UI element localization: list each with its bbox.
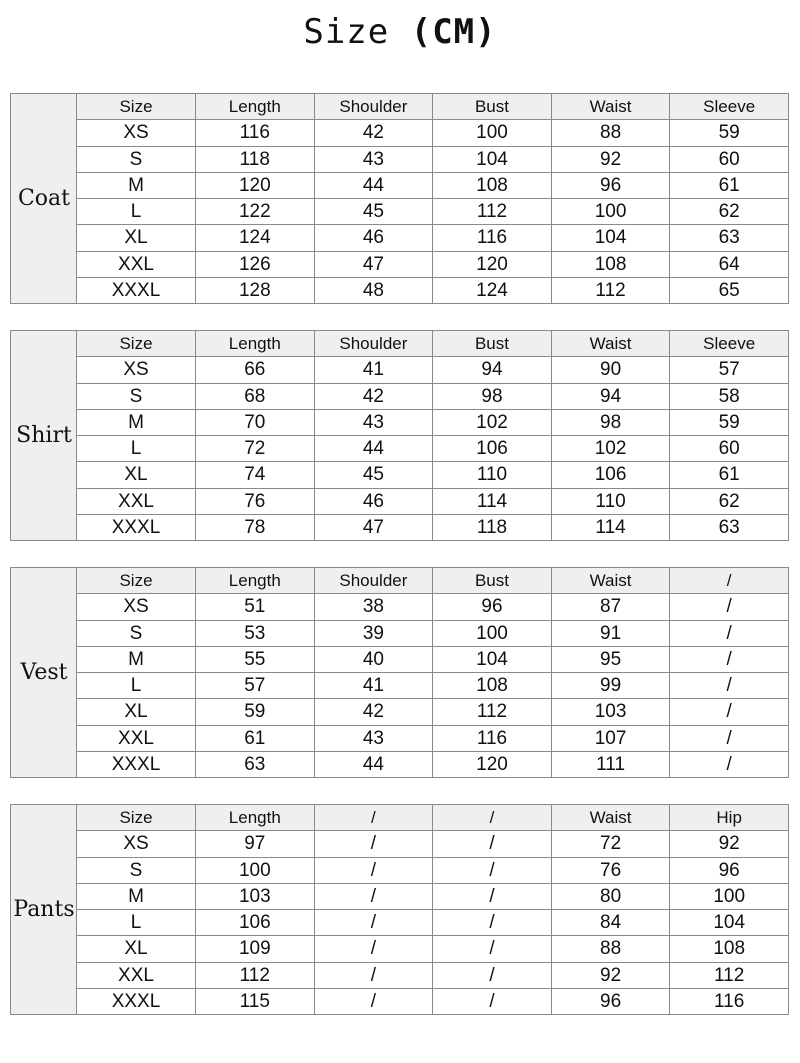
measurement-cell: 110 [433,462,552,488]
table-row [77,594,789,620]
title-prefix: Size [303,12,390,52]
measurement-cell: 59 [196,699,315,725]
measurement-cell: 68 [196,383,315,409]
table-row [77,910,789,936]
column-header: Bust [433,331,552,357]
measurement-cell: 108 [670,936,789,962]
measurement-cell: 120 [433,251,552,277]
measurement-cell: 103 [196,883,315,909]
column-header: Size [77,568,196,594]
column-header: / [433,805,552,831]
measurement-cell: 46 [314,488,433,514]
measurement-cell: 118 [196,146,315,172]
measurement-cell: / [433,988,552,1014]
measurement-cell: 44 [314,751,433,777]
measurement-cell: 94 [433,357,552,383]
size-cell: XXL [77,251,196,277]
measurement-cell: 94 [551,383,670,409]
measurement-cell: 96 [551,988,670,1014]
measurement-cell: / [433,857,552,883]
header-row [77,331,789,357]
measurement-cell: 95 [551,646,670,672]
table-row [77,831,789,857]
size-cell: M [77,883,196,909]
column-header: Sleeve [670,94,789,120]
measurement-cell: 62 [670,488,789,514]
measurement-cell: 124 [433,277,552,303]
measurement-cell: 45 [314,462,433,488]
table-row [77,514,789,540]
measurement-cell: 40 [314,646,433,672]
column-header: Waist [551,805,670,831]
size-cell: XS [77,357,196,383]
measurement-cell: 92 [551,962,670,988]
header-row [77,94,789,120]
measurement-cell: 44 [314,436,433,462]
section-label: Shirt [10,330,78,541]
column-header: / [314,805,433,831]
measurement-cell: 47 [314,251,433,277]
measurement-cell: 48 [314,277,433,303]
column-header: Size [77,331,196,357]
measurement-cell: 63 [670,514,789,540]
measurement-cell: 97 [196,831,315,857]
measurement-cell: 46 [314,225,433,251]
measurement-cell: 116 [433,225,552,251]
measurement-cell: 104 [433,146,552,172]
measurement-cell: / [433,910,552,936]
measurement-cell: 61 [670,462,789,488]
table-row [77,357,789,383]
column-header: Size [77,94,196,120]
measurement-cell: 112 [433,699,552,725]
table-row [77,699,789,725]
size-cell: XXL [77,725,196,751]
table-row [77,620,789,646]
column-header: Length [196,568,315,594]
column-header: Length [196,94,315,120]
measurement-cell: 62 [670,199,789,225]
measurement-cell: / [670,673,789,699]
measurement-cell: 96 [433,594,552,620]
measurement-cell: 96 [670,857,789,883]
measurement-cell: / [670,725,789,751]
size-cell: XL [77,462,196,488]
table-row [77,120,789,146]
column-header: Size [77,805,196,831]
size-cell: M [77,646,196,672]
table-row [77,462,789,488]
size-table [76,93,789,304]
size-cell: XXXL [77,514,196,540]
measurement-cell: 88 [551,120,670,146]
measurement-cell: 72 [551,831,670,857]
measurement-cell: / [314,936,433,962]
table-row [77,146,789,172]
size-cell: XXL [77,488,196,514]
measurement-cell: 115 [196,988,315,1014]
measurement-cell: 43 [314,146,433,172]
table-row [77,725,789,751]
measurement-cell: 84 [551,910,670,936]
size-cell: XXXL [77,277,196,303]
measurement-cell: 45 [314,199,433,225]
measurement-cell: 66 [196,357,315,383]
table-row [77,646,789,672]
measurement-cell: 111 [551,751,670,777]
measurement-cell: 116 [670,988,789,1014]
table-row [77,883,789,909]
measurement-cell: 47 [314,514,433,540]
table-row [77,383,789,409]
measurement-cell: 98 [551,409,670,435]
size-cell: XL [77,225,196,251]
measurement-cell: 116 [433,725,552,751]
measurement-cell: 106 [196,910,315,936]
measurement-cell: 107 [551,725,670,751]
measurement-cell: 76 [551,857,670,883]
size-cell: XS [77,120,196,146]
size-cell: L [77,910,196,936]
measurement-cell: 100 [433,620,552,646]
measurement-cell: 104 [670,910,789,936]
measurement-cell: 57 [196,673,315,699]
measurement-cell: 65 [670,277,789,303]
measurement-cell: 100 [551,199,670,225]
measurement-cell: / [314,988,433,1014]
measurement-cell: 87 [551,594,670,620]
measurement-cell: 92 [551,146,670,172]
column-header: Length [196,805,315,831]
measurement-cell: 42 [314,120,433,146]
measurement-cell: 63 [196,751,315,777]
measurement-cell: / [670,646,789,672]
column-header: Shoulder [314,568,433,594]
measurement-cell: 92 [670,831,789,857]
measurement-cell: 53 [196,620,315,646]
column-header: Hip [670,805,789,831]
measurement-cell: 60 [670,146,789,172]
measurement-cell: 41 [314,357,433,383]
measurement-cell: / [314,857,433,883]
measurement-cell: 106 [433,436,552,462]
column-header: Waist [551,331,670,357]
size-cell: L [77,199,196,225]
measurement-cell: 99 [551,673,670,699]
size-cell: XXXL [77,751,196,777]
table-row [77,751,789,777]
measurement-cell: 39 [314,620,433,646]
measurement-cell: 112 [670,962,789,988]
measurement-cell: / [433,883,552,909]
header-row [77,568,789,594]
section-label: Vest [10,567,78,778]
measurement-cell: / [433,936,552,962]
column-header: Bust [433,94,552,120]
measurement-cell: 42 [314,383,433,409]
measurement-cell: / [314,910,433,936]
measurement-cell: 58 [670,383,789,409]
size-cell: M [77,172,196,198]
measurement-cell: 109 [196,936,315,962]
measurement-cell: 102 [551,436,670,462]
measurement-cell: 108 [433,673,552,699]
measurement-cell: 42 [314,699,433,725]
section-coat [10,93,788,304]
measurement-cell: 112 [551,277,670,303]
measurement-cell: 116 [196,120,315,146]
column-header: Waist [551,94,670,120]
measurement-cell: 70 [196,409,315,435]
measurement-cell: / [314,962,433,988]
measurement-cell: / [670,594,789,620]
measurement-cell: 74 [196,462,315,488]
size-cell: XS [77,831,196,857]
measurement-cell: 55 [196,646,315,672]
column-header: Bust [433,568,552,594]
size-cell: XXL [77,962,196,988]
table-row [77,251,789,277]
table-row [77,962,789,988]
measurement-cell: 104 [551,225,670,251]
size-table [76,804,789,1015]
measurement-cell: / [670,751,789,777]
measurement-cell: 122 [196,199,315,225]
measurement-cell: 124 [196,225,315,251]
table-row [77,436,789,462]
table-row [77,673,789,699]
size-cell: XXXL [77,988,196,1014]
title-unit: (CM) [410,12,497,52]
measurement-cell: 64 [670,251,789,277]
table-row [77,409,789,435]
table-row [77,172,789,198]
column-header: Length [196,331,315,357]
header-row [77,805,789,831]
measurement-cell: 41 [314,673,433,699]
size-cell: XS [77,594,196,620]
measurement-cell: 98 [433,383,552,409]
measurement-cell: 91 [551,620,670,646]
measurement-cell: 43 [314,725,433,751]
size-cell: XL [77,699,196,725]
measurement-cell: 76 [196,488,315,514]
size-cell: S [77,620,196,646]
page-title [0,12,800,52]
measurement-cell: 126 [196,251,315,277]
measurement-cell: 106 [551,462,670,488]
measurement-cell: 100 [433,120,552,146]
size-cell: XL [77,936,196,962]
measurement-cell: 100 [196,857,315,883]
column-header: Waist [551,568,670,594]
size-cell: M [77,409,196,435]
section-label: Coat [10,93,78,304]
measurement-cell: 80 [551,883,670,909]
size-cell: S [77,383,196,409]
measurement-cell: / [314,883,433,909]
measurement-cell: 100 [670,883,789,909]
measurement-cell: 88 [551,936,670,962]
measurement-cell: 63 [670,225,789,251]
size-cell: L [77,436,196,462]
measurement-cell: 112 [196,962,315,988]
table-row [77,936,789,962]
measurement-cell: 59 [670,409,789,435]
measurement-cell: 61 [196,725,315,751]
measurement-cell: 96 [551,172,670,198]
measurement-cell: 118 [433,514,552,540]
measurement-cell: 104 [433,646,552,672]
measurement-cell: 128 [196,277,315,303]
size-cell: S [77,146,196,172]
size-table [76,567,789,778]
table-row [77,225,789,251]
column-header: Shoulder [314,94,433,120]
column-header: Shoulder [314,331,433,357]
measurement-cell: / [433,962,552,988]
measurement-cell: / [433,831,552,857]
measurement-cell: 44 [314,172,433,198]
table-row [77,988,789,1014]
measurement-cell: 120 [196,172,315,198]
measurement-cell: 120 [433,751,552,777]
section-pants [10,804,788,1015]
column-header: / [670,568,789,594]
size-cell: S [77,857,196,883]
measurement-cell: 114 [433,488,552,514]
measurement-cell: / [670,620,789,646]
measurement-cell: 78 [196,514,315,540]
section-vest [10,567,788,778]
size-cell: L [77,673,196,699]
measurement-cell: 60 [670,436,789,462]
table-row [77,857,789,883]
section-shirt [10,330,788,541]
measurement-cell: 59 [670,120,789,146]
measurement-cell: 108 [433,172,552,198]
size-table [76,330,789,541]
measurement-cell: 72 [196,436,315,462]
table-row [77,488,789,514]
measurement-cell: 108 [551,251,670,277]
measurement-cell: 90 [551,357,670,383]
measurement-cell: / [314,831,433,857]
measurement-cell: 102 [433,409,552,435]
measurement-cell: 57 [670,357,789,383]
column-header: Sleeve [670,331,789,357]
measurement-cell: 110 [551,488,670,514]
table-row [77,199,789,225]
measurement-cell: 43 [314,409,433,435]
measurement-cell: / [670,699,789,725]
section-label: Pants [10,804,78,1015]
measurement-cell: 61 [670,172,789,198]
measurement-cell: 103 [551,699,670,725]
measurement-cell: 114 [551,514,670,540]
table-row [77,277,789,303]
measurement-cell: 51 [196,594,315,620]
measurement-cell: 38 [314,594,433,620]
measurement-cell: 112 [433,199,552,225]
